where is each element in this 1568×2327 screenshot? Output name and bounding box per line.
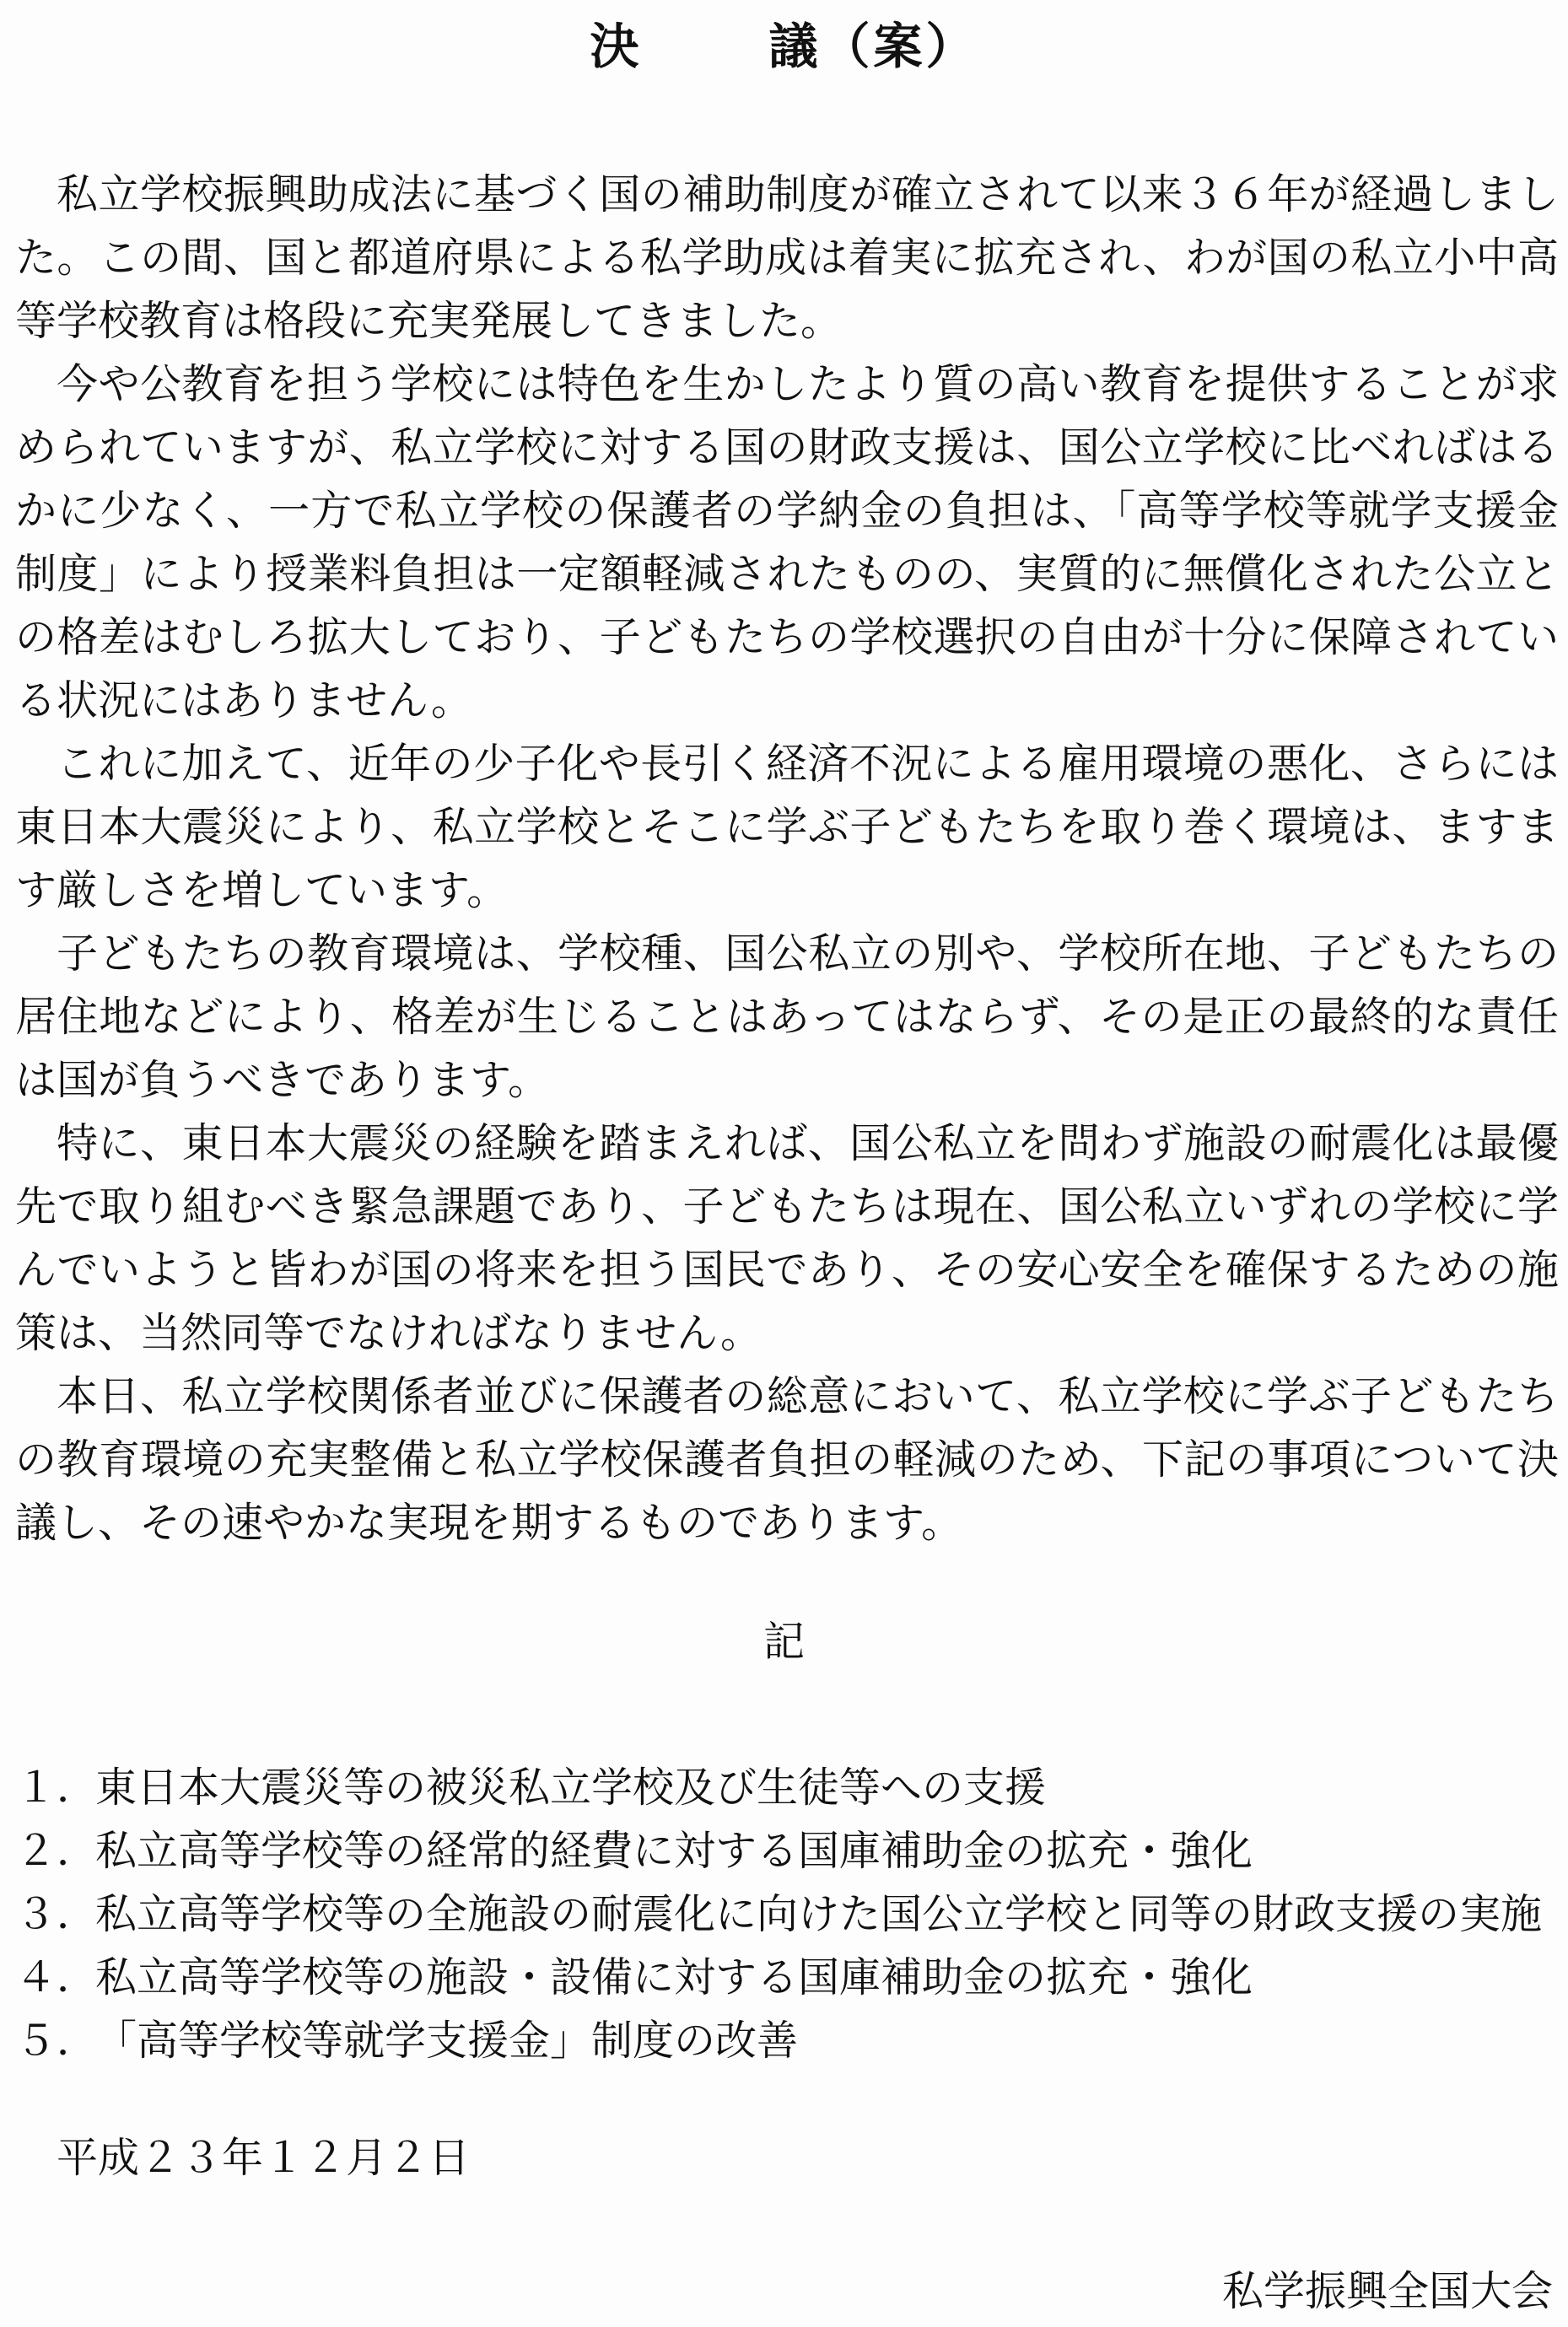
list-item [15, 1883, 1559, 1946]
title-part-1: 決 [590, 18, 643, 75]
item-number: ４． [15, 1953, 99, 2001]
paragraph: 特に、東日本大震災の経験を踏まえれば、国公私立を問わず施設の耐震化は最優先で取り組むべき緊急課題であり、子どもたちは現在、国公私立いずれの学校に学んでいようと皆わが国の将来を担う国民であり、その安心安全を確保するための施策は、当然同等でなければなりません。 [15, 1119, 1559, 1357]
list-item [15, 1756, 1559, 1819]
resolution-items-list [15, 1756, 1559, 2072]
title-part-2: 議（案） [768, 18, 978, 75]
resolution-date: 平成２３年１２月２日 [57, 2134, 471, 2182]
item-number: ２． [15, 1827, 99, 1875]
resolution-body [15, 163, 1559, 1554]
document-title [0, 7, 1568, 78]
paragraph: これに加えて、近年の少子化や長引く経済不況による雇用環境の悪化、さらには東日本大震災により、私立学校とそこに学ぶ子どもたちを取り巻く環境は、ますます厳しさを増しています。 [15, 740, 1559, 914]
paragraph: 私立学校振興助成法に基づく国の補助制度が確立されて以来３６年が経過しました。この間、国と都道府県による私学助成は着実に拡充され、わが国の私立小中高等学校教育は格段に充実発展してきました。 [15, 170, 1559, 345]
ki-heading: 記 [762, 1618, 805, 1666]
item-text: 私立高等学校等の施設・設備に対する国庫補助金の拡充・強化 [95, 1953, 1253, 2001]
list-item [15, 1946, 1559, 2009]
item-text: 私立高等学校等の経常的経費に対する国庫補助金の拡充・強化 [95, 1827, 1253, 1875]
paragraph: 今や公教育を担う学校には特色を生かしたより質の高い教育を提供することが求められていますが、私立学校に対する国の財政支援は、国公立学校に比べればはるかに少なく、一方で私立学校の保護者の学納金の負担は、「高等学校等就学支援金制度」により授業料負担は一定額軽減されたものの、実質的に無償化された公立との格差はむしろ拡大しており、子どもたちの学校選択の自由が十分に保障されている状況にはありません。 [15, 360, 1559, 724]
list-item [15, 1819, 1559, 1883]
item-number: １． [15, 1764, 99, 1812]
item-number: ５． [15, 2017, 99, 2065]
item-text: 「高等学校等就学支援金」制度の改善 [95, 2017, 799, 2065]
item-text: 私立高等学校等の全施設の耐震化に向けた国公立学校と同等の財政支援の実施 [95, 1890, 1543, 1938]
paragraph: 子どもたちの教育環境は、学校種、国公私立の別や、学校所在地、子どもたちの居住地などにより、格差が生じることはあってはならず、その是正の最終的な責任は国が負うべきであります。 [15, 929, 1559, 1104]
paragraph: 本日、私立学校関係者並びに保護者の総意において、私立学校に学ぶ子どもたちの教育環境の充実整備と私立学校保護者負担の軽減のため、下記の事項について決議し、その速やかな実現を期するものであります。 [15, 1372, 1559, 1547]
organization-name: 私学振興全国大会 [1221, 2267, 1553, 2315]
list-item [15, 2009, 1559, 2072]
item-number: ３． [15, 1890, 99, 1938]
item-text: 東日本大震災等の被災私立学校及び生徒等への支援 [95, 1764, 1047, 1812]
